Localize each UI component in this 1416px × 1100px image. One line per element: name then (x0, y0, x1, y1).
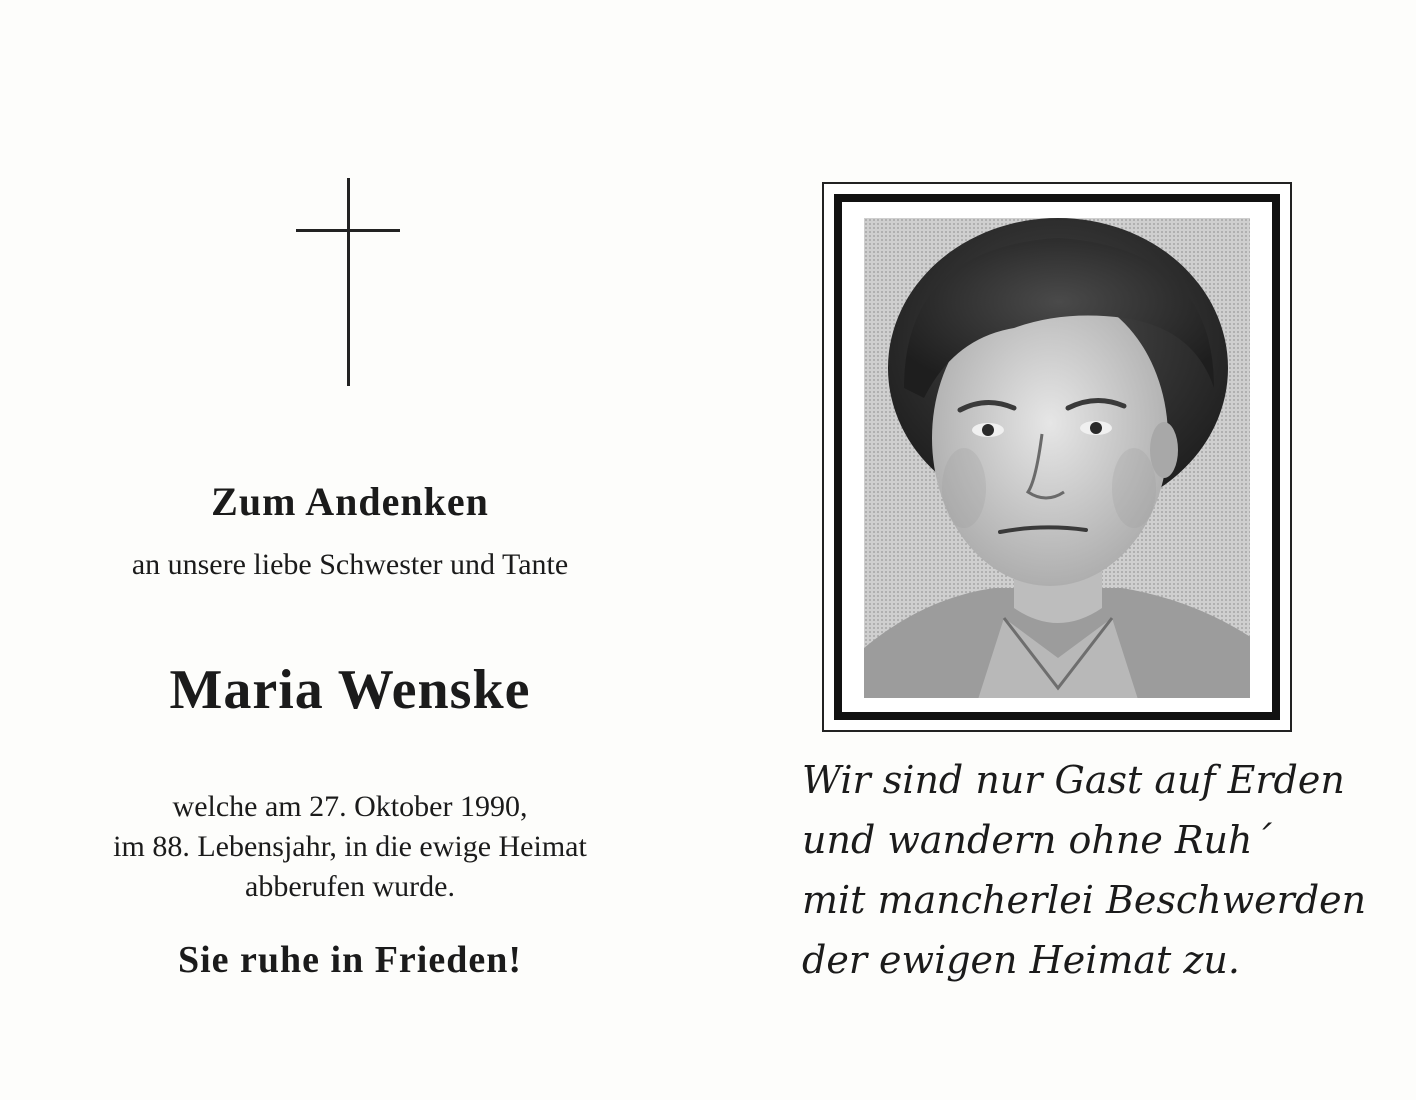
portrait-frame-border (834, 194, 1280, 720)
cross-icon (296, 178, 400, 386)
deceased-name: Maria Wenske (169, 659, 531, 721)
portrait-frame (822, 182, 1292, 732)
portrait-photo (864, 218, 1250, 698)
memorial-heading: Zum Andenken (211, 479, 489, 524)
poem-line: der ewigen Heimat zu. (802, 938, 1240, 982)
cross-horizontal-bar (296, 229, 400, 232)
death-notice-line: abberufen wurde. (245, 870, 455, 903)
portrait-illustration (864, 218, 1250, 698)
poem-line: mit mancherlei Beschwerden (802, 878, 1367, 922)
memorial-subheading: an unsere liebe Schwester und Tante (131, 548, 569, 581)
rest-in-peace-line: Sie ruhe in Frieden! (177, 939, 523, 981)
death-notice-line: welche am 27. Oktober 1990, (172, 790, 528, 823)
memorial-text-column (40, 0, 660, 1100)
cross-vertical-bar (347, 178, 350, 386)
poem-line: und wandern ohne Ruh´ (802, 818, 1272, 862)
poem-line: Wir sind nur Gast auf Erden (802, 758, 1345, 802)
death-notice-line: im 88. Lebensjahr, in die ewige Heimat (113, 830, 587, 863)
